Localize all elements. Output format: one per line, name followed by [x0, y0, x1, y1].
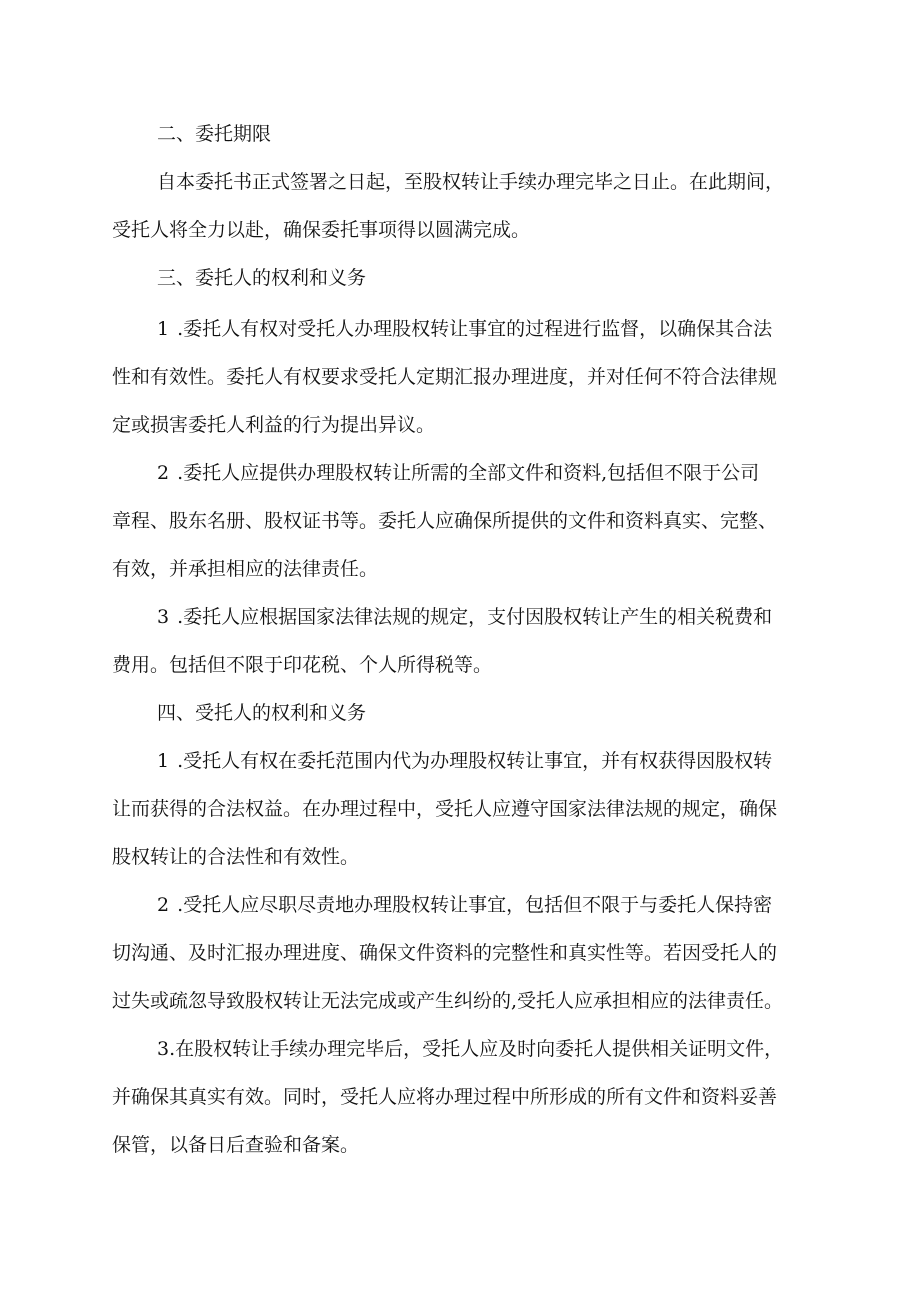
item-number: 3	[157, 606, 170, 628]
paragraph-line: 让而获得的合法权益。在办理过程中，受托人应遵守国家法律法规的规定，确保	[112, 798, 778, 820]
paragraph-line: 受托人将全力以赴，确保委托事项得以圆满完成。	[112, 219, 531, 241]
item-number: 1	[157, 318, 170, 340]
paragraph-line: 有效，并承担相应的法律责任。	[112, 558, 379, 580]
paragraph-line	[157, 605, 772, 629]
paragraph-line	[157, 317, 772, 341]
item-number: 2	[157, 894, 170, 916]
item-text: .受托人应尽职尽责地办理股权转让事宜，包括但不限于与委托人保持密	[177, 894, 773, 916]
item-number: 1	[157, 750, 170, 772]
section-heading-term: 二、委托期限	[157, 123, 272, 145]
item-text: .委托人应根据国家法律法规的规定，支付因股权转让产生的相关税费和	[177, 606, 773, 628]
paragraph-line: 股权转让的合法性和有效性。	[112, 846, 360, 868]
paragraph-line: 章程、股东名册、股权证书等。委托人应确保所提供的文件和资料真实、完整、	[112, 510, 778, 532]
paragraph-line	[157, 749, 772, 773]
paragraph-line: 费用。包括但不限于印花税、个人所得税等。	[112, 654, 493, 676]
item-text: .委托人有权对受托人办理股权转让事宜的过程进行监督，以确保其合法	[177, 318, 773, 340]
section-heading-agent-rights: 四、受托人的权利和义务	[157, 702, 367, 724]
paragraph-line: 过失或疏忽导致股权转让无法完成或产生纠纷的,受托人应承担相应的法律责任。	[112, 990, 784, 1012]
paragraph-line: 并确保其真实有效。同时，受托人应将办理过程中所形成的所有文件和资料妥善	[112, 1086, 778, 1108]
paragraph-line	[157, 893, 772, 917]
paragraph-line: 定或损害委托人利益的行为提出异议。	[112, 414, 436, 436]
paragraph-line: 性和有效性。委托人有权要求受托人定期汇报办理进度，并对任何不符合法律规	[112, 366, 778, 388]
paragraph-line: 3.在股权转让手续办理完毕后，受托人应及时向委托人提供相关证明文件，	[157, 1038, 784, 1060]
paragraph-line: 保管，以备日后查验和备案。	[112, 1134, 360, 1156]
paragraph-line: 切沟通、及时汇报办理进度、确保文件资料的完整性和真实性等。若因受托人的	[112, 942, 778, 964]
section-heading-principal-rights: 三、委托人的权利和义务	[157, 267, 367, 289]
paragraph-line: 自本委托书正式签署之日起，至股权转让手续办理完毕之日止。在此期间，	[157, 171, 785, 193]
item-number: 2	[157, 462, 170, 484]
item-text: .委托人应提供办理股权转让所需的全部文件和资料,包括但不限于公司	[177, 462, 760, 484]
paragraph-line	[157, 461, 759, 485]
item-text: .受托人有权在委托范围内代为办理股权转让事宜，并有权获得因股权转	[177, 750, 773, 772]
